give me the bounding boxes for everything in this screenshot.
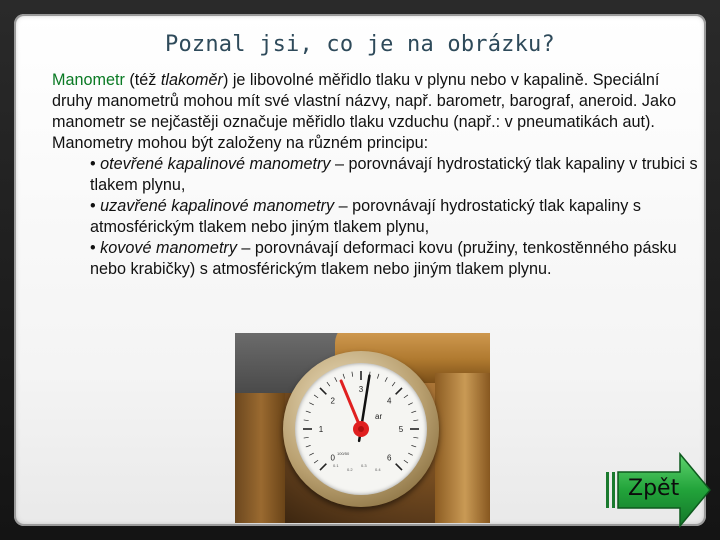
intro-text: je libovolné měřidlo tlaku v plynu nebo v kapalině. Speciální druhy manometrů mohou mít své vlastní názvy, např. barometr, barograf, aneroid. Jako manometr se nejčastěji označuje měřidlo tlaku vzduchu (např.: v pneumatikách aut). bbox=[52, 71, 677, 131]
gauge-code: 100/50 bbox=[337, 451, 350, 456]
type-desc: – porovnávají deformaci kovu (pružiny, tenkostěnného pásku nebo krabičky) s atmosférickým tlakem nebo jiným tlakem plynu. bbox=[90, 239, 677, 278]
gauge-small-print-label: 0.4 bbox=[375, 467, 381, 472]
type-desc: – porovnávají hydrostatický tlak kapaliny v trubici s tlakem plynu, bbox=[90, 155, 698, 194]
type-name: kovové manometry bbox=[100, 239, 237, 257]
gauge-minor-tick bbox=[304, 420, 309, 421]
gauge-minor-tick bbox=[413, 420, 418, 421]
back-button-label: Zpět bbox=[628, 476, 680, 501]
gauge-minor-tick bbox=[385, 377, 387, 381]
alias-open: (též bbox=[124, 71, 161, 89]
gauge-tick-label: 0 bbox=[330, 453, 335, 463]
gauge-minor-tick bbox=[335, 377, 337, 381]
gauge-small-print-label: 0.1 bbox=[333, 463, 339, 468]
gauge-minor-tick bbox=[304, 437, 309, 438]
gauge-minor-tick bbox=[314, 395, 318, 398]
bullet: • bbox=[90, 197, 101, 215]
term-alias: tlakoměr bbox=[160, 71, 223, 89]
gauge-minor-tick bbox=[411, 411, 416, 413]
photo-pipe bbox=[435, 373, 490, 523]
bullet: • bbox=[90, 155, 101, 173]
gauge-minor-tick bbox=[404, 395, 408, 398]
slide-body bbox=[52, 70, 702, 280]
back-button[interactable] bbox=[602, 450, 714, 532]
type-item-metal bbox=[52, 238, 702, 280]
gauge-major-tick bbox=[396, 388, 402, 394]
gauge-minor-tick bbox=[392, 382, 395, 386]
manometer-photo bbox=[235, 333, 490, 523]
gauge-minor-tick bbox=[411, 445, 416, 447]
gauge-minor-tick bbox=[343, 374, 345, 379]
gauge-brand: ar bbox=[375, 412, 383, 421]
gauge-minor-tick bbox=[408, 453, 412, 455]
gauge-tick-label: 6 bbox=[387, 453, 392, 463]
gauge-tick-label: 4 bbox=[387, 396, 392, 406]
gauge-tick-label: 1 bbox=[318, 425, 324, 434]
type-name: uzavřené kapalinové manometry bbox=[100, 197, 335, 215]
gauge-minor-tick bbox=[309, 403, 313, 405]
alias-close: ) bbox=[222, 71, 229, 89]
type-item-closed-liquid bbox=[52, 196, 702, 238]
gauge-minor-tick bbox=[314, 460, 318, 463]
gauge-minor-tick bbox=[352, 372, 353, 377]
photo-pipe bbox=[235, 393, 285, 523]
intro-paragraph bbox=[52, 70, 702, 133]
gauge-tick-label: 3 bbox=[358, 385, 364, 394]
gauge-minor-tick bbox=[377, 374, 379, 379]
gauge-hub-center bbox=[358, 426, 364, 432]
gauge-major-tick bbox=[320, 464, 326, 470]
type-name: otevřené kapalinové manometry bbox=[100, 155, 331, 173]
gauge-minor-tick bbox=[309, 453, 313, 455]
gauge-minor-tick bbox=[327, 382, 330, 386]
gauge-minor-tick bbox=[413, 437, 418, 438]
term-manometr: Manometr bbox=[52, 71, 125, 89]
gauge-minor-tick bbox=[404, 460, 408, 463]
gauge-major-tick bbox=[396, 464, 402, 470]
principle-heading: Manometry mohou být založeny na různém principu: bbox=[52, 134, 429, 152]
slide-title: Poznal jsi, co je na obrázku? bbox=[165, 32, 555, 57]
gauge-minor-tick bbox=[306, 411, 311, 413]
bullet: • bbox=[90, 239, 101, 257]
gauge-small-print-label: 0.2 bbox=[347, 467, 353, 472]
gauge-minor-tick bbox=[408, 403, 412, 405]
gauge-tick-label: 2 bbox=[330, 396, 335, 406]
gauge-small-print-label: 0.3 bbox=[361, 463, 367, 468]
gauge-major-tick bbox=[320, 388, 326, 394]
gauge-dial bbox=[295, 363, 427, 495]
type-desc: – porovnávají hydrostatický tlak kapaliny s atmosférickým tlakem nebo jiným tlakem plynu, bbox=[90, 197, 641, 236]
gauge-minor-tick bbox=[306, 445, 311, 447]
gauge-bezel bbox=[283, 351, 439, 507]
type-item-open-liquid bbox=[52, 154, 702, 196]
gauge-face bbox=[295, 363, 427, 495]
gauge-tick-label: 5 bbox=[398, 425, 404, 434]
gauge-small-print bbox=[333, 463, 381, 472]
